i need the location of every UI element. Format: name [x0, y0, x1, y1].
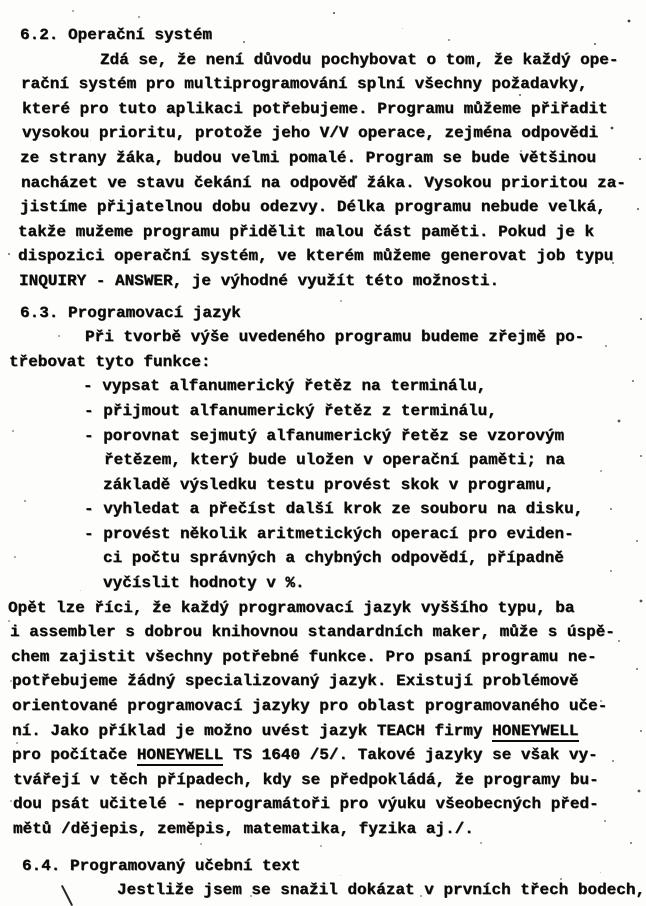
text-line: základě výsledku testu provést skok v programu, — [103, 475, 555, 494]
text-line: nacházet ve stavu čekání na odpověď žáka. Vysokou prioritou za- — [21, 173, 626, 192]
text-line: vysokou prioritu, protože jeho V/V operace, zejména odpovědi — [22, 124, 599, 143]
text-line: - vypsat alfanumerický řetěz na terminálu, — [83, 377, 487, 396]
text-line: - přijmout alfanumerický řetěz z terminálu, — [84, 401, 497, 420]
text-line: ní. Jako příklad je možno uvést jazyk TEACH firmy HONEYWELL — [12, 721, 579, 740]
text-line: Zdá se, že není důvodu pochybovat o tom, že každý ope- — [100, 50, 619, 69]
text-line: INQUIRY - ANSWER, je výhodné využít této možnosti. — [19, 271, 500, 290]
text-line: třebovat tyto funkce: — [9, 352, 211, 371]
text-line: orientované programovací jazyky pro oblast programovaného uče- — [12, 697, 608, 716]
section-heading: 6.4. Programovaný učební text — [22, 856, 301, 875]
text-line: dou psát učitelé - neprogramátoři pro výuku všeobecných před- — [13, 795, 599, 814]
section-heading: 6.2. Operační systém — [20, 26, 213, 44]
text-line: ze strany žáka, budou velmi pomalé. Program se bude většinou — [20, 148, 597, 167]
text-line: - vyhledat a přečíst další krok ze souboru na disku, — [84, 500, 584, 519]
text-line: potřebujeme žádný specializovaný jazyk. Existují problémově — [12, 672, 579, 691]
text-line: - provést několik aritmetických operací pro eviden- — [84, 524, 574, 543]
text-line: ci počtu správných a chybných odpovědí, případně — [103, 549, 564, 568]
text-line: Opět lze říci, že každý programovací jazyk vyššího typu, ba — [8, 598, 575, 617]
text-line: které pro tuto aplikaci potřebujeme. Programu můžeme přiřadit — [22, 99, 608, 118]
text-line: chem zajistit všechny potřebné funkce. Pro psaní programu ne- — [11, 647, 597, 666]
text-line: dispozici operační systém, ve kterém můžeme generovat job typu — [18, 247, 614, 266]
section-heading: 6.3. Programovací jazyk — [20, 303, 241, 322]
text-line: - porovnat sejmutý alfanumerický řetěz se vzorovým — [84, 426, 565, 445]
scan-noise-dots-faint — [0, 0, 1, 1]
text-line: vyčíslit hodnoty v %. — [103, 574, 305, 593]
text-line: tvářejí v těch případech, kdy se předpokládá, že programy bu- — [13, 770, 599, 789]
text-line: mětů /dějepis, zeměpis, matematika, fyzika aj./. — [13, 820, 474, 838]
text-line: pro počítače HONEYWELL TS 1640 /5/. Takové jazyky se však vy- — [12, 746, 598, 765]
text-line: jistíme přijatelnou dobu odezvy. Délka programu nebude velká, — [20, 198, 606, 217]
text-line: takže mužeme programu přidělit malou část paměti. Pokud je k — [18, 222, 595, 241]
scan-noise — [0, 0, 1, 1]
text-line: rační systém pro multiprogramování splní všechny požadavky, — [21, 75, 588, 94]
text-line: Při tvorbě výše uvedeného programu budeme zřejmě po- — [85, 328, 585, 347]
text-line: i assembler s dobrou knihovnou standardních maker, může s úspě- — [10, 623, 615, 642]
text-line: řetězem, který bude uložen v operační paměti; na — [104, 451, 565, 470]
text-line: Jestliže jsem se snažil dokázat v prvních třech bodech, — [117, 881, 646, 900]
